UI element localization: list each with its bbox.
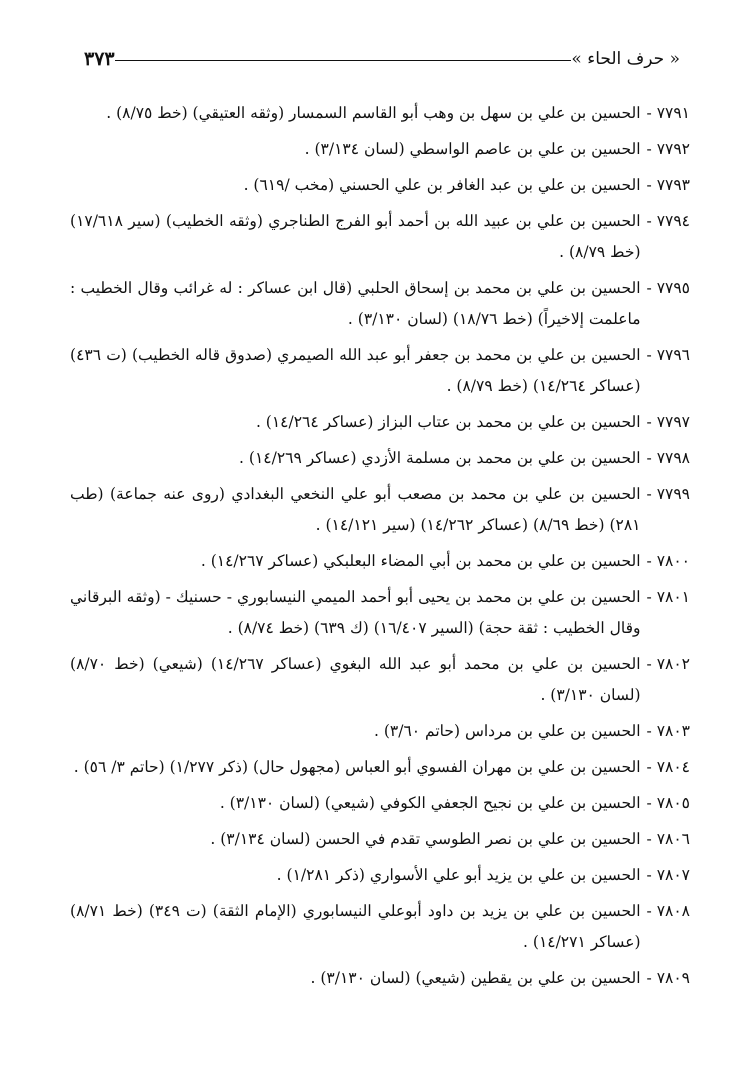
entry-text: الحسين بن علي بن محمد بن عتاب البزاز (عساكر ١٤/٢٦٤) .: [255, 413, 641, 431]
entry: [70, 170, 690, 201]
entry-number: ٧٧٩١ -: [646, 104, 690, 122]
page: [70, 0, 690, 1080]
entry-number: ٧٨٠٦ -: [646, 830, 690, 848]
entry: [70, 479, 690, 541]
entry: [70, 716, 690, 747]
entry: [70, 582, 690, 644]
entry-number: ٧٧٩٥ -: [646, 279, 690, 297]
entry-number: ٧٨٠٩ -: [646, 969, 690, 987]
entry-text: الحسين بن علي بن نصر الطوسي تقدم في الحسن (لسان ٣/١٣٤) .: [210, 830, 641, 848]
entry-number: ٧٨٠٤ -: [646, 758, 690, 776]
entry-text: الحسين بن علي بن عبد الغافر بن علي الحسني (مخب /٦١٩) .: [243, 176, 641, 194]
entry-number: ٧٧٩٣ -: [646, 176, 690, 194]
entry-number: ٧٧٩٧ -: [646, 413, 690, 431]
entry-text: الحسين بن علي بن مرداس (حاتم ٣/٦٠) .: [374, 722, 641, 740]
page-header: [70, 44, 690, 74]
entry-number: ٧٧٩٩ -: [646, 485, 690, 503]
entry-list: [70, 98, 690, 999]
entry-text: الحسين بن علي بن محمد أبو عبد الله البغوي (عساكر ١٤/٢٦٧) (شيعي) (خط ٨/٧٠) (لسان ٣/١٣٠) .: [70, 655, 641, 704]
entry: [70, 546, 690, 577]
entry-number: ٧٨٠٥ -: [646, 794, 690, 812]
entry-number: ٧٧٩٨ -: [646, 449, 690, 467]
entry-text: الحسين بن علي بن محمد بن جعفر أبو عبد الله الصيمري (صدوق قاله الخطيب) (ت ٤٣٦) (عساكر ١٤/٢٦٤) (خط ٨/٧٩) .: [70, 346, 641, 395]
entry: [70, 963, 690, 994]
entry-number: ٧٨٠٨ -: [646, 902, 690, 920]
entry: [70, 407, 690, 438]
entry-text: الحسين بن علي بن يزيد أبو علي الأسواري (ذكر ١/٢٨١) .: [276, 866, 641, 884]
entry-text: الحسين بن علي بن نجيح الجعفي الكوفي (شيعي) (لسان ٣/١٣٠) .: [219, 794, 641, 812]
entry: [70, 134, 690, 165]
entry-text: الحسين بن علي بن مهران الفسوي أبو العباس (مجهول حال) (ذكر ١/٢٧٧) (حاتم ٣/ ٥٦) .: [73, 758, 641, 776]
entry-number: ٧٨٠١ -: [646, 588, 690, 606]
header-rule: [115, 60, 572, 61]
entry-text: الحسين بن علي بن محمد بن أبي المضاء البعلبكي (عساكر ١٤/٢٦٧) .: [200, 552, 641, 570]
entry-text: الحسين بن علي بن سهل بن وهب أبو القاسم السمسار (وثقه العتيقي) (خط ٨/٧٥) .: [106, 104, 641, 122]
entry: [70, 206, 690, 268]
entry-number: ٧٨٠٣ -: [646, 722, 690, 740]
entry-number: ٧٧٩٦ -: [646, 346, 690, 364]
entry-number: ٧٧٩٤ -: [646, 212, 690, 230]
entry-text: الحسين بن علي بن عبيد الله بن أحمد أبو الفرج الطناجري (وثقه الخطيب) (سير ١٧/٦١٨) (خط ٨/٧٩) .: [70, 212, 641, 261]
entry: [70, 896, 690, 958]
entry: [70, 860, 690, 891]
page-number: ٣٧٣: [84, 48, 115, 70]
entry-number: ٧٧٩٢ -: [646, 140, 690, 158]
entry-number: ٧٨٠٠ -: [646, 552, 690, 570]
entry: [70, 340, 690, 402]
entry: [70, 443, 690, 474]
entry-text: الحسين بن علي بن محمد بن مسلمة الأزدي (عساكر ١٤/٢٦٩) .: [239, 449, 641, 467]
entry-text: الحسين بن علي بن يقطين (شيعي) (لسان ٣/١٣٠) .: [310, 969, 641, 987]
entry-text: الحسين بن علي بن يزيد بن داود أبوعلي النيسابوري (الإمام الثقة) (ت ٣٤٩) (خط ٨/٧١) (عساكر ١٤/٢٧١) .: [70, 902, 641, 951]
entry-number: ٧٨٠٢ -: [646, 655, 690, 673]
entry-text: الحسين بن علي بن محمد بن يحيى أبو أحمد الميمي النيسابوري - حسنيك - (وثقه البرقاني وقال الخطيب : ثقة حجة) (السير ١٦/٤٠٧) (ك ٦٣٩) (خط ٨/٧٤) .: [70, 588, 641, 637]
entry: [70, 752, 690, 783]
entry: [70, 273, 690, 335]
entry-text: الحسين بن علي بن محمد بن إسحاق الحلبي (قال ابن عساكر : له غرائب وقال الخطيب : ماعلمت إلاخيراً) (خط ١٨/٧٦) (لسان ٣/١٣٠) .: [70, 279, 641, 328]
entry: [70, 98, 690, 129]
entry: [70, 649, 690, 711]
entry-text: الحسين بن علي بن عاصم الواسطي (لسان ٣/١٣٤) .: [304, 140, 641, 158]
entry-number: ٧٨٠٧ -: [646, 866, 690, 884]
entry: [70, 824, 690, 855]
entry: [70, 788, 690, 819]
section-title: « حرف الحاء »: [571, 49, 680, 69]
entry-text: الحسين بن علي بن محمد بن مصعب أبو علي النخعي البغدادي (روى عنه جماعة) (طب ٢٨١) (خط ٨/٦٩) (عساكر ١٤/٢٦٢) (سير ١٤/١٢١) .: [70, 485, 641, 534]
